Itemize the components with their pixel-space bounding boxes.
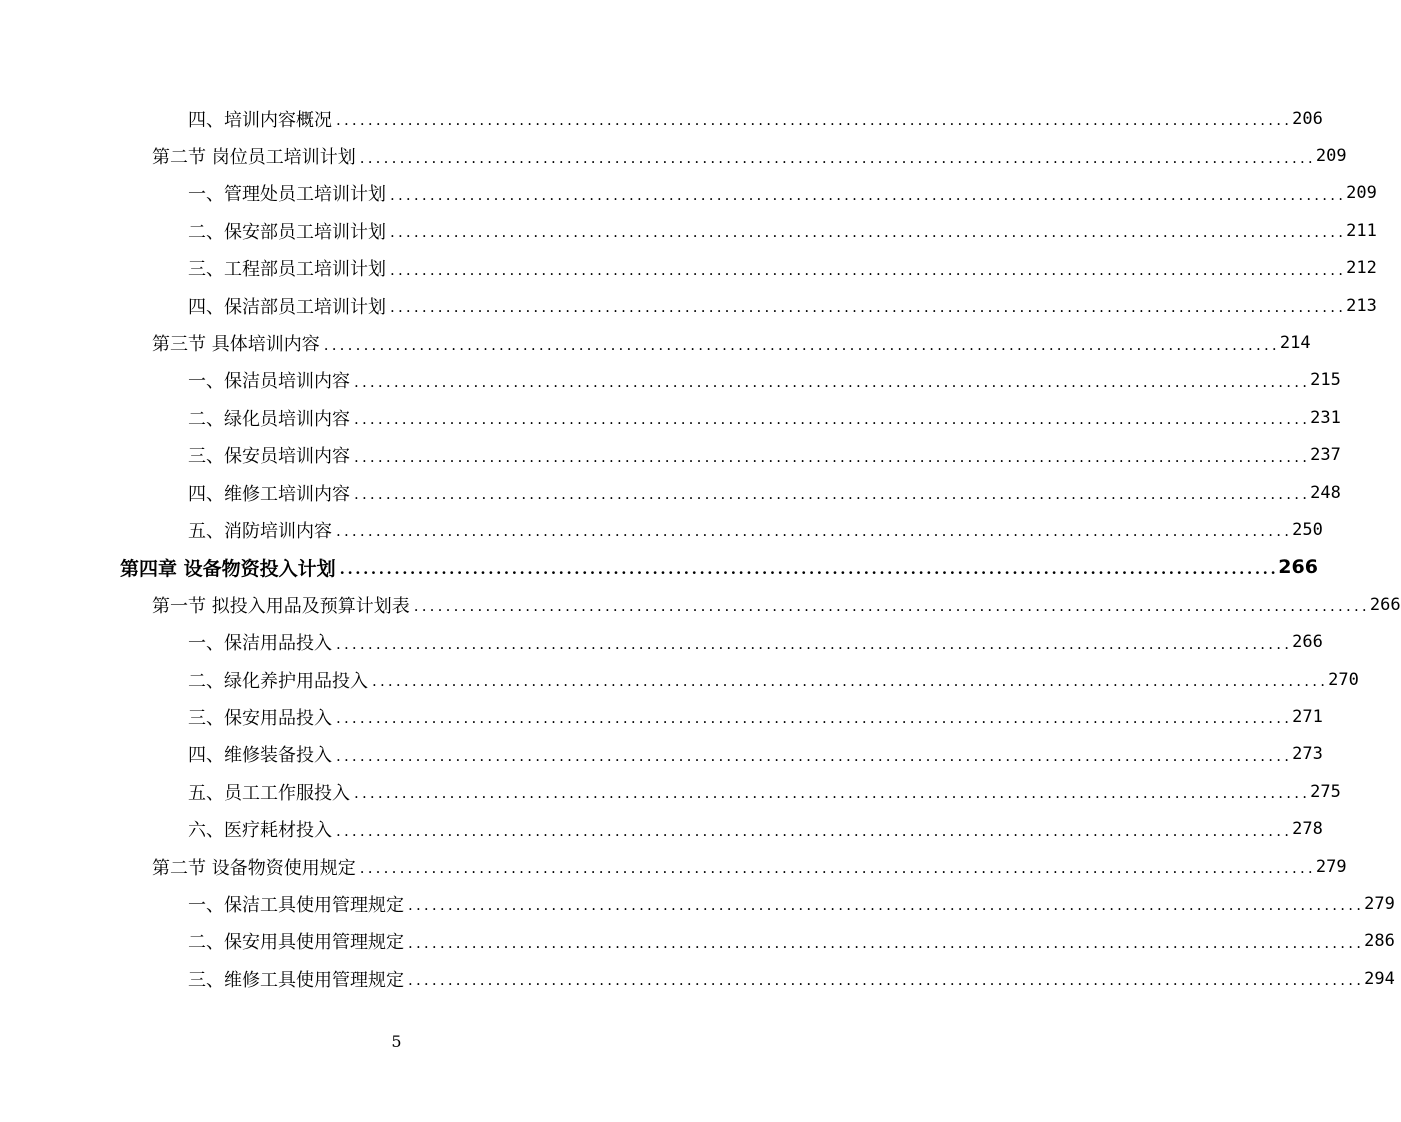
toc-entry-title: 二、保安用具使用管理规定 bbox=[188, 928, 408, 954]
toc-entry-page-number: 271 bbox=[1292, 706, 1323, 727]
dot-leader: ........................................................................................................................ bbox=[336, 821, 1293, 840]
toc-entry-item[interactable] bbox=[0, 810, 1323, 847]
dot-leader: ........................................................................................................................ bbox=[354, 784, 1311, 803]
toc-entry-item[interactable] bbox=[0, 623, 1323, 660]
toc-entry-page-number: 279 bbox=[1364, 893, 1395, 914]
toc-entry-item[interactable] bbox=[0, 212, 1377, 249]
toc-entry-title: 三、维修工具使用管理规定 bbox=[188, 966, 408, 992]
toc-entry-section[interactable] bbox=[0, 586, 1401, 623]
toc-entry-title: 一、保洁工具使用管理规定 bbox=[188, 891, 408, 917]
toc-entry-page-number: 206 bbox=[1292, 108, 1323, 129]
toc-entry-page-number: 266 bbox=[1369, 594, 1401, 615]
table-of-contents bbox=[0, 100, 1401, 997]
toc-entry-title: 一、保洁用品投入 bbox=[188, 629, 336, 655]
dot-leader: ........................................................................................................................ bbox=[339, 559, 1279, 578]
toc-entry-item[interactable] bbox=[0, 885, 1395, 922]
toc-entry-item[interactable] bbox=[0, 474, 1341, 511]
dot-leader: ........................................................................................................................ bbox=[336, 634, 1293, 653]
dot-leader: ........................................................................................................................ bbox=[372, 672, 1329, 691]
dot-leader: ........................................................................................................................ bbox=[359, 148, 1316, 167]
dot-leader: ........................................................................................................................ bbox=[354, 447, 1311, 466]
toc-entry-page-number: 270 bbox=[1328, 669, 1359, 690]
toc-entry-title: 四、维修工培训内容 bbox=[188, 480, 354, 506]
toc-entry-item[interactable] bbox=[0, 511, 1323, 548]
toc-entry-title: 二、绿化员培训内容 bbox=[188, 405, 354, 431]
toc-entry-item[interactable] bbox=[0, 661, 1359, 698]
toc-entry-page-number: 286 bbox=[1364, 931, 1395, 952]
toc-entry-page-number: 250 bbox=[1292, 519, 1323, 540]
toc-entry-item[interactable] bbox=[0, 250, 1377, 287]
toc-entry-section[interactable] bbox=[0, 137, 1347, 174]
dot-leader: ........................................................................................................................ bbox=[390, 185, 1347, 204]
toc-entry-title: 三、保安员培训内容 bbox=[188, 442, 354, 468]
toc-entry-page-number: 214 bbox=[1279, 333, 1311, 354]
toc-entry-page-number: 266 bbox=[1292, 632, 1323, 653]
toc-entry-title: 第二节 岗位员工培训计划 bbox=[152, 143, 360, 169]
dot-leader: ........................................................................................................................ bbox=[354, 485, 1311, 504]
toc-entry-title: 第四章 设备物资投入计划 bbox=[120, 554, 340, 581]
toc-entry-title: 第一节 拟投入用品及预算计划表 bbox=[152, 592, 414, 618]
dot-leader: ........................................................................................................................ bbox=[323, 335, 1280, 354]
dot-leader: ........................................................................................................................ bbox=[408, 933, 1365, 952]
toc-entry-title: 四、保洁部员工培训计划 bbox=[188, 293, 390, 319]
dot-leader: ........................................................................................................................ bbox=[354, 410, 1311, 429]
toc-entry-title: 六、医疗耗材投入 bbox=[188, 816, 336, 842]
toc-entry-title: 四、培训内容概况 bbox=[188, 106, 336, 132]
toc-entry-item[interactable] bbox=[0, 399, 1341, 436]
toc-entry-title: 二、保安部员工培训计划 bbox=[188, 218, 390, 244]
toc-entry-item[interactable] bbox=[0, 175, 1377, 212]
toc-entry-page-number: 215 bbox=[1310, 370, 1341, 391]
toc-entry-page-number: 278 bbox=[1292, 819, 1323, 840]
dot-leader: ........................................................................................................................ bbox=[336, 111, 1293, 130]
toc-entry-title: 第三节 具体培训内容 bbox=[152, 330, 324, 356]
toc-entry-page-number: 279 bbox=[1315, 856, 1347, 877]
toc-entry-title: 二、绿化养护用品投入 bbox=[188, 667, 372, 693]
dot-leader: ........................................................................................................................ bbox=[408, 896, 1365, 915]
toc-entry-title: 一、保洁员培训内容 bbox=[188, 367, 354, 393]
toc-entry-item[interactable] bbox=[0, 923, 1395, 960]
toc-entry-title: 一、管理处员工培训计划 bbox=[188, 180, 390, 206]
toc-entry-section[interactable] bbox=[0, 848, 1347, 885]
toc-entry-page-number: 273 bbox=[1292, 744, 1323, 765]
toc-entry-item[interactable] bbox=[0, 960, 1395, 997]
dot-leader: ........................................................................................................................ bbox=[413, 597, 1370, 616]
dot-leader: ........................................................................................................................ bbox=[408, 971, 1365, 990]
toc-entry-item[interactable] bbox=[0, 698, 1323, 735]
toc-entry-title: 五、消防培训内容 bbox=[188, 517, 336, 543]
toc-entry-item[interactable] bbox=[0, 362, 1341, 399]
toc-entry-item[interactable] bbox=[0, 100, 1323, 137]
toc-entry-item[interactable] bbox=[0, 773, 1341, 810]
toc-entry-chapter[interactable] bbox=[0, 549, 1318, 586]
toc-entry-section[interactable] bbox=[0, 324, 1311, 361]
toc-entry-page-number: 294 bbox=[1364, 968, 1395, 989]
toc-entry-page-number: 237 bbox=[1310, 445, 1341, 466]
toc-entry-page-number: 231 bbox=[1310, 407, 1341, 428]
toc-entry-title: 第二节 设备物资使用规定 bbox=[152, 854, 360, 880]
toc-entry-item[interactable] bbox=[0, 437, 1341, 474]
dot-leader: ........................................................................................................................ bbox=[390, 260, 1347, 279]
toc-entry-item[interactable] bbox=[0, 736, 1323, 773]
toc-entry-page-number: 209 bbox=[1315, 146, 1347, 167]
toc-entry-page-number: 248 bbox=[1310, 482, 1341, 503]
toc-entry-title: 四、维修装备投入 bbox=[188, 741, 336, 767]
toc-entry-page-number: 213 bbox=[1346, 295, 1377, 316]
toc-entry-page-number: 266 bbox=[1278, 556, 1318, 579]
toc-entry-item[interactable] bbox=[0, 287, 1377, 324]
toc-entry-page-number: 211 bbox=[1346, 220, 1377, 241]
dot-leader: ........................................................................................................................ bbox=[390, 298, 1347, 317]
toc-entry-page-number: 212 bbox=[1346, 258, 1377, 279]
toc-entry-title: 五、员工工作服投入 bbox=[188, 779, 354, 805]
dot-leader: ........................................................................................................................ bbox=[354, 372, 1311, 391]
toc-entry-page-number: 209 bbox=[1346, 183, 1377, 204]
toc-entry-page-number: 275 bbox=[1310, 781, 1341, 802]
page-number: 5 bbox=[391, 1032, 402, 1051]
dot-leader: ........................................................................................................................ bbox=[336, 746, 1293, 765]
dot-leader: ........................................................................................................................ bbox=[336, 709, 1293, 728]
dot-leader: ........................................................................................................................ bbox=[390, 223, 1347, 242]
toc-entry-title: 三、工程部员工培训计划 bbox=[188, 255, 390, 281]
toc-entry-title: 三、保安用品投入 bbox=[188, 704, 336, 730]
dot-leader: ........................................................................................................................ bbox=[359, 859, 1316, 877]
dot-leader: ........................................................................................................................ bbox=[336, 522, 1293, 541]
